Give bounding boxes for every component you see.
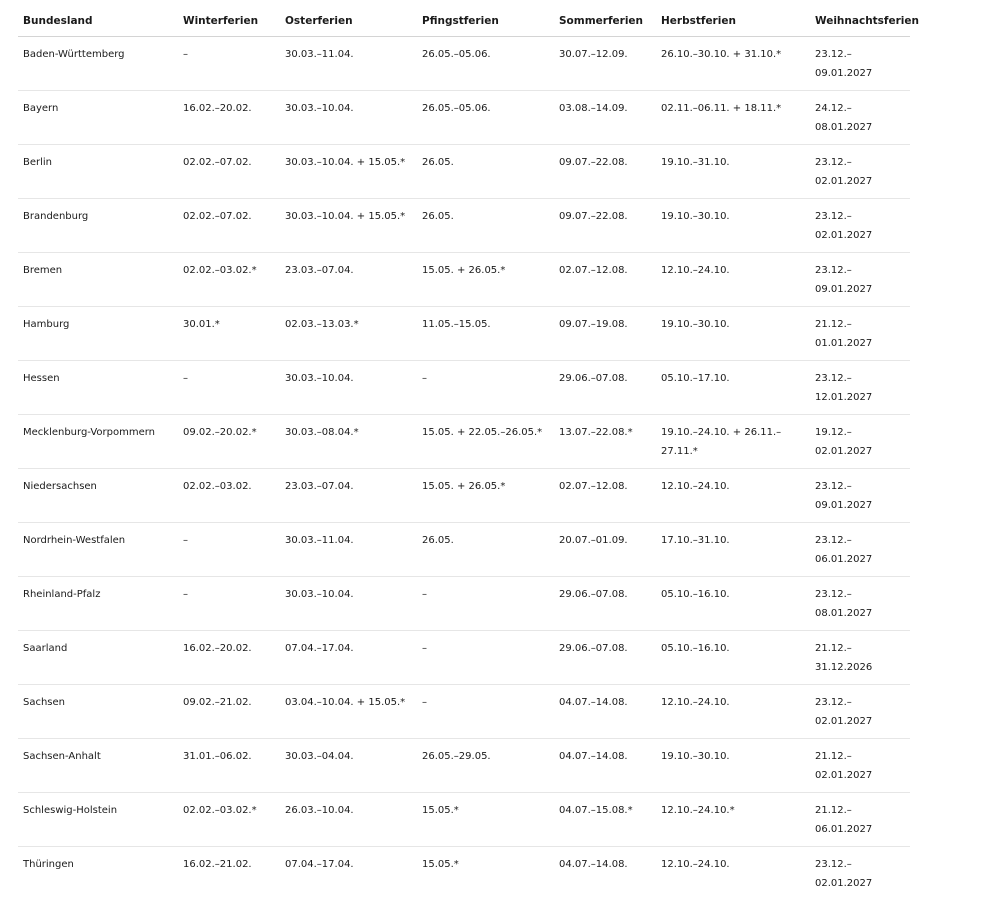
table-body: [18, 37, 910, 900]
cell-weihnachtsferien: 23.12.–06.01.2027: [810, 523, 910, 577]
cell-osterferien: 26.03.–10.04.: [280, 793, 417, 847]
cell-weihnachtsferien: 23.12.–02.01.2027: [810, 685, 910, 739]
cell-bundesland: Saarland: [18, 631, 178, 685]
cell-osterferien: 30.03.–11.04.: [280, 37, 417, 91]
table-row: [18, 847, 910, 900]
cell-weihnachtsferien: 21.12.–02.01.2027: [810, 739, 910, 793]
cell-weihnachtsferien: 19.12.–02.01.2027: [810, 415, 910, 469]
cell-winterferien: 02.02.–07.02.: [178, 145, 280, 199]
table-row: [18, 469, 910, 523]
table-row: [18, 415, 910, 469]
cell-bundesland: Brandenburg: [18, 199, 178, 253]
cell-pfingstferien: 15.05. + 22.05.–26.05.*: [417, 415, 554, 469]
cell-weihnachtsferien: 21.12.–31.12.2026: [810, 631, 910, 685]
table-row: [18, 37, 910, 91]
cell-osterferien: 03.04.–10.04. + 15.05.*: [280, 685, 417, 739]
header-pfingstferien: Pfingstferien: [417, 8, 554, 37]
cell-osterferien: 30.03.–10.04.: [280, 577, 417, 631]
cell-pfingstferien: 15.05. + 26.05.*: [417, 469, 554, 523]
cell-sommerferien: 09.07.–19.08.: [554, 307, 656, 361]
cell-winterferien: 02.02.–03.02.*: [178, 253, 280, 307]
cell-osterferien: 30.03.–11.04.: [280, 523, 417, 577]
school-holidays-table: [18, 8, 910, 900]
cell-bundesland: Schleswig-Holstein: [18, 793, 178, 847]
table-row: [18, 91, 910, 145]
cell-sommerferien: 02.07.–12.08.: [554, 469, 656, 523]
cell-weihnachtsferien: 23.12.–02.01.2027: [810, 199, 910, 253]
cell-bundesland: Nordrhein-Westfalen: [18, 523, 178, 577]
cell-pfingstferien: –: [417, 577, 554, 631]
cell-sommerferien: 03.08.–14.09.: [554, 91, 656, 145]
table-row: [18, 361, 910, 415]
cell-sommerferien: 04.07.–14.08.: [554, 685, 656, 739]
cell-pfingstferien: –: [417, 631, 554, 685]
cell-pfingstferien: 26.05.: [417, 523, 554, 577]
cell-winterferien: 16.02.–21.02.: [178, 847, 280, 900]
table-row: [18, 793, 910, 847]
cell-herbstferien: 17.10.–31.10.: [656, 523, 810, 577]
cell-weihnachtsferien: 23.12.–09.01.2027: [810, 469, 910, 523]
header-winterferien: Winterferien: [178, 8, 280, 37]
table-row: [18, 199, 910, 253]
cell-weihnachtsferien: 23.12.–02.01.2027: [810, 847, 910, 900]
cell-pfingstferien: –: [417, 361, 554, 415]
cell-osterferien: 30.03.–10.04. + 15.05.*: [280, 199, 417, 253]
cell-bundesland: Baden-Württemberg: [18, 37, 178, 91]
cell-bundesland: Rheinland-Pfalz: [18, 577, 178, 631]
cell-sommerferien: 09.07.–22.08.: [554, 145, 656, 199]
cell-pfingstferien: 26.05.–05.06.: [417, 37, 554, 91]
cell-herbstferien: 19.10.–24.10. + 26.11.–27.11.*: [656, 415, 810, 469]
table-row: [18, 631, 910, 685]
cell-winterferien: –: [178, 523, 280, 577]
cell-herbstferien: 12.10.–24.10.: [656, 253, 810, 307]
cell-sommerferien: 09.07.–22.08.: [554, 199, 656, 253]
cell-winterferien: 02.02.–03.02.*: [178, 793, 280, 847]
cell-sommerferien: 29.06.–07.08.: [554, 577, 656, 631]
table-row: [18, 307, 910, 361]
cell-weihnachtsferien: 21.12.–06.01.2027: [810, 793, 910, 847]
cell-weihnachtsferien: 23.12.–09.01.2027: [810, 37, 910, 91]
holiday-table-container: [18, 8, 910, 900]
cell-winterferien: 16.02.–20.02.: [178, 631, 280, 685]
cell-bundesland: Mecklenburg-Vorpommern: [18, 415, 178, 469]
cell-osterferien: 23.03.–07.04.: [280, 469, 417, 523]
cell-winterferien: 09.02.–20.02.*: [178, 415, 280, 469]
cell-sommerferien: 20.07.–01.09.: [554, 523, 656, 577]
cell-bundesland: Bayern: [18, 91, 178, 145]
cell-osterferien: 23.03.–07.04.: [280, 253, 417, 307]
cell-pfingstferien: 15.05.*: [417, 847, 554, 900]
cell-herbstferien: 26.10.–30.10. + 31.10.*: [656, 37, 810, 91]
cell-herbstferien: 05.10.–17.10.: [656, 361, 810, 415]
cell-herbstferien: 12.10.–24.10.: [656, 685, 810, 739]
cell-osterferien: 30.03.–10.04.: [280, 361, 417, 415]
header-bundesland: Bundesland: [18, 8, 178, 37]
table-row: [18, 523, 910, 577]
cell-bundesland: Thüringen: [18, 847, 178, 900]
cell-pfingstferien: 26.05.: [417, 199, 554, 253]
cell-winterferien: –: [178, 37, 280, 91]
cell-sommerferien: 30.07.–12.09.: [554, 37, 656, 91]
cell-winterferien: –: [178, 361, 280, 415]
cell-pfingstferien: –: [417, 685, 554, 739]
cell-sommerferien: 04.07.–15.08.*: [554, 793, 656, 847]
cell-herbstferien: 12.10.–24.10.: [656, 847, 810, 900]
cell-pfingstferien: 15.05. + 26.05.*: [417, 253, 554, 307]
cell-weihnachtsferien: 21.12.–01.01.2027: [810, 307, 910, 361]
cell-herbstferien: 19.10.–30.10.: [656, 199, 810, 253]
table-header: [18, 8, 910, 37]
cell-weihnachtsferien: 23.12.–09.01.2027: [810, 253, 910, 307]
cell-winterferien: –: [178, 577, 280, 631]
cell-osterferien: 30.03.–04.04.: [280, 739, 417, 793]
cell-winterferien: 31.01.–06.02.: [178, 739, 280, 793]
cell-pfingstferien: 26.05.: [417, 145, 554, 199]
cell-osterferien: 30.03.–08.04.*: [280, 415, 417, 469]
cell-weihnachtsferien: 23.12.–12.01.2027: [810, 361, 910, 415]
cell-herbstferien: 02.11.–06.11. + 18.11.*: [656, 91, 810, 145]
cell-pfingstferien: 15.05.*: [417, 793, 554, 847]
cell-bundesland: Niedersachsen: [18, 469, 178, 523]
cell-pfingstferien: 26.05.–05.06.: [417, 91, 554, 145]
cell-sommerferien: 04.07.–14.08.: [554, 739, 656, 793]
cell-herbstferien: 05.10.–16.10.: [656, 577, 810, 631]
cell-weihnachtsferien: 24.12.–08.01.2027: [810, 91, 910, 145]
cell-osterferien: 02.03.–13.03.*: [280, 307, 417, 361]
header-sommerferien: Sommerferien: [554, 8, 656, 37]
cell-bundesland: Sachsen-Anhalt: [18, 739, 178, 793]
cell-bundesland: Hamburg: [18, 307, 178, 361]
cell-sommerferien: 02.07.–12.08.: [554, 253, 656, 307]
cell-bundesland: Hessen: [18, 361, 178, 415]
cell-winterferien: 09.02.–21.02.: [178, 685, 280, 739]
cell-bundesland: Sachsen: [18, 685, 178, 739]
header-herbstferien: Herbstferien: [656, 8, 810, 37]
table-row: [18, 739, 910, 793]
cell-osterferien: 30.03.–10.04. + 15.05.*: [280, 145, 417, 199]
cell-sommerferien: 29.06.–07.08.: [554, 631, 656, 685]
cell-bundesland: Berlin: [18, 145, 178, 199]
cell-herbstferien: 12.10.–24.10.: [656, 469, 810, 523]
header-osterferien: Osterferien: [280, 8, 417, 37]
cell-osterferien: 07.04.–17.04.: [280, 631, 417, 685]
table-row: [18, 577, 910, 631]
cell-winterferien: 30.01.*: [178, 307, 280, 361]
header-weihnachtsferien: Weihnachtsferien: [810, 8, 910, 37]
cell-herbstferien: 19.10.–30.10.: [656, 307, 810, 361]
cell-winterferien: 16.02.–20.02.: [178, 91, 280, 145]
cell-herbstferien: 19.10.–31.10.: [656, 145, 810, 199]
cell-herbstferien: 12.10.–24.10.*: [656, 793, 810, 847]
cell-bundesland: Bremen: [18, 253, 178, 307]
table-row: [18, 685, 910, 739]
cell-osterferien: 07.04.–17.04.: [280, 847, 417, 900]
cell-herbstferien: 05.10.–16.10.: [656, 631, 810, 685]
cell-winterferien: 02.02.–03.02.: [178, 469, 280, 523]
cell-pfingstferien: 26.05.–29.05.: [417, 739, 554, 793]
cell-sommerferien: 29.06.–07.08.: [554, 361, 656, 415]
header-row: [18, 8, 910, 37]
cell-winterferien: 02.02.–07.02.: [178, 199, 280, 253]
table-row: [18, 145, 910, 199]
cell-sommerferien: 13.07.–22.08.*: [554, 415, 656, 469]
cell-sommerferien: 04.07.–14.08.: [554, 847, 656, 900]
cell-weihnachtsferien: 23.12.–08.01.2027: [810, 577, 910, 631]
cell-herbstferien: 19.10.–30.10.: [656, 739, 810, 793]
cell-osterferien: 30.03.–10.04.: [280, 91, 417, 145]
cell-pfingstferien: 11.05.–15.05.: [417, 307, 554, 361]
table-row: [18, 253, 910, 307]
cell-weihnachtsferien: 23.12.–02.01.2027: [810, 145, 910, 199]
